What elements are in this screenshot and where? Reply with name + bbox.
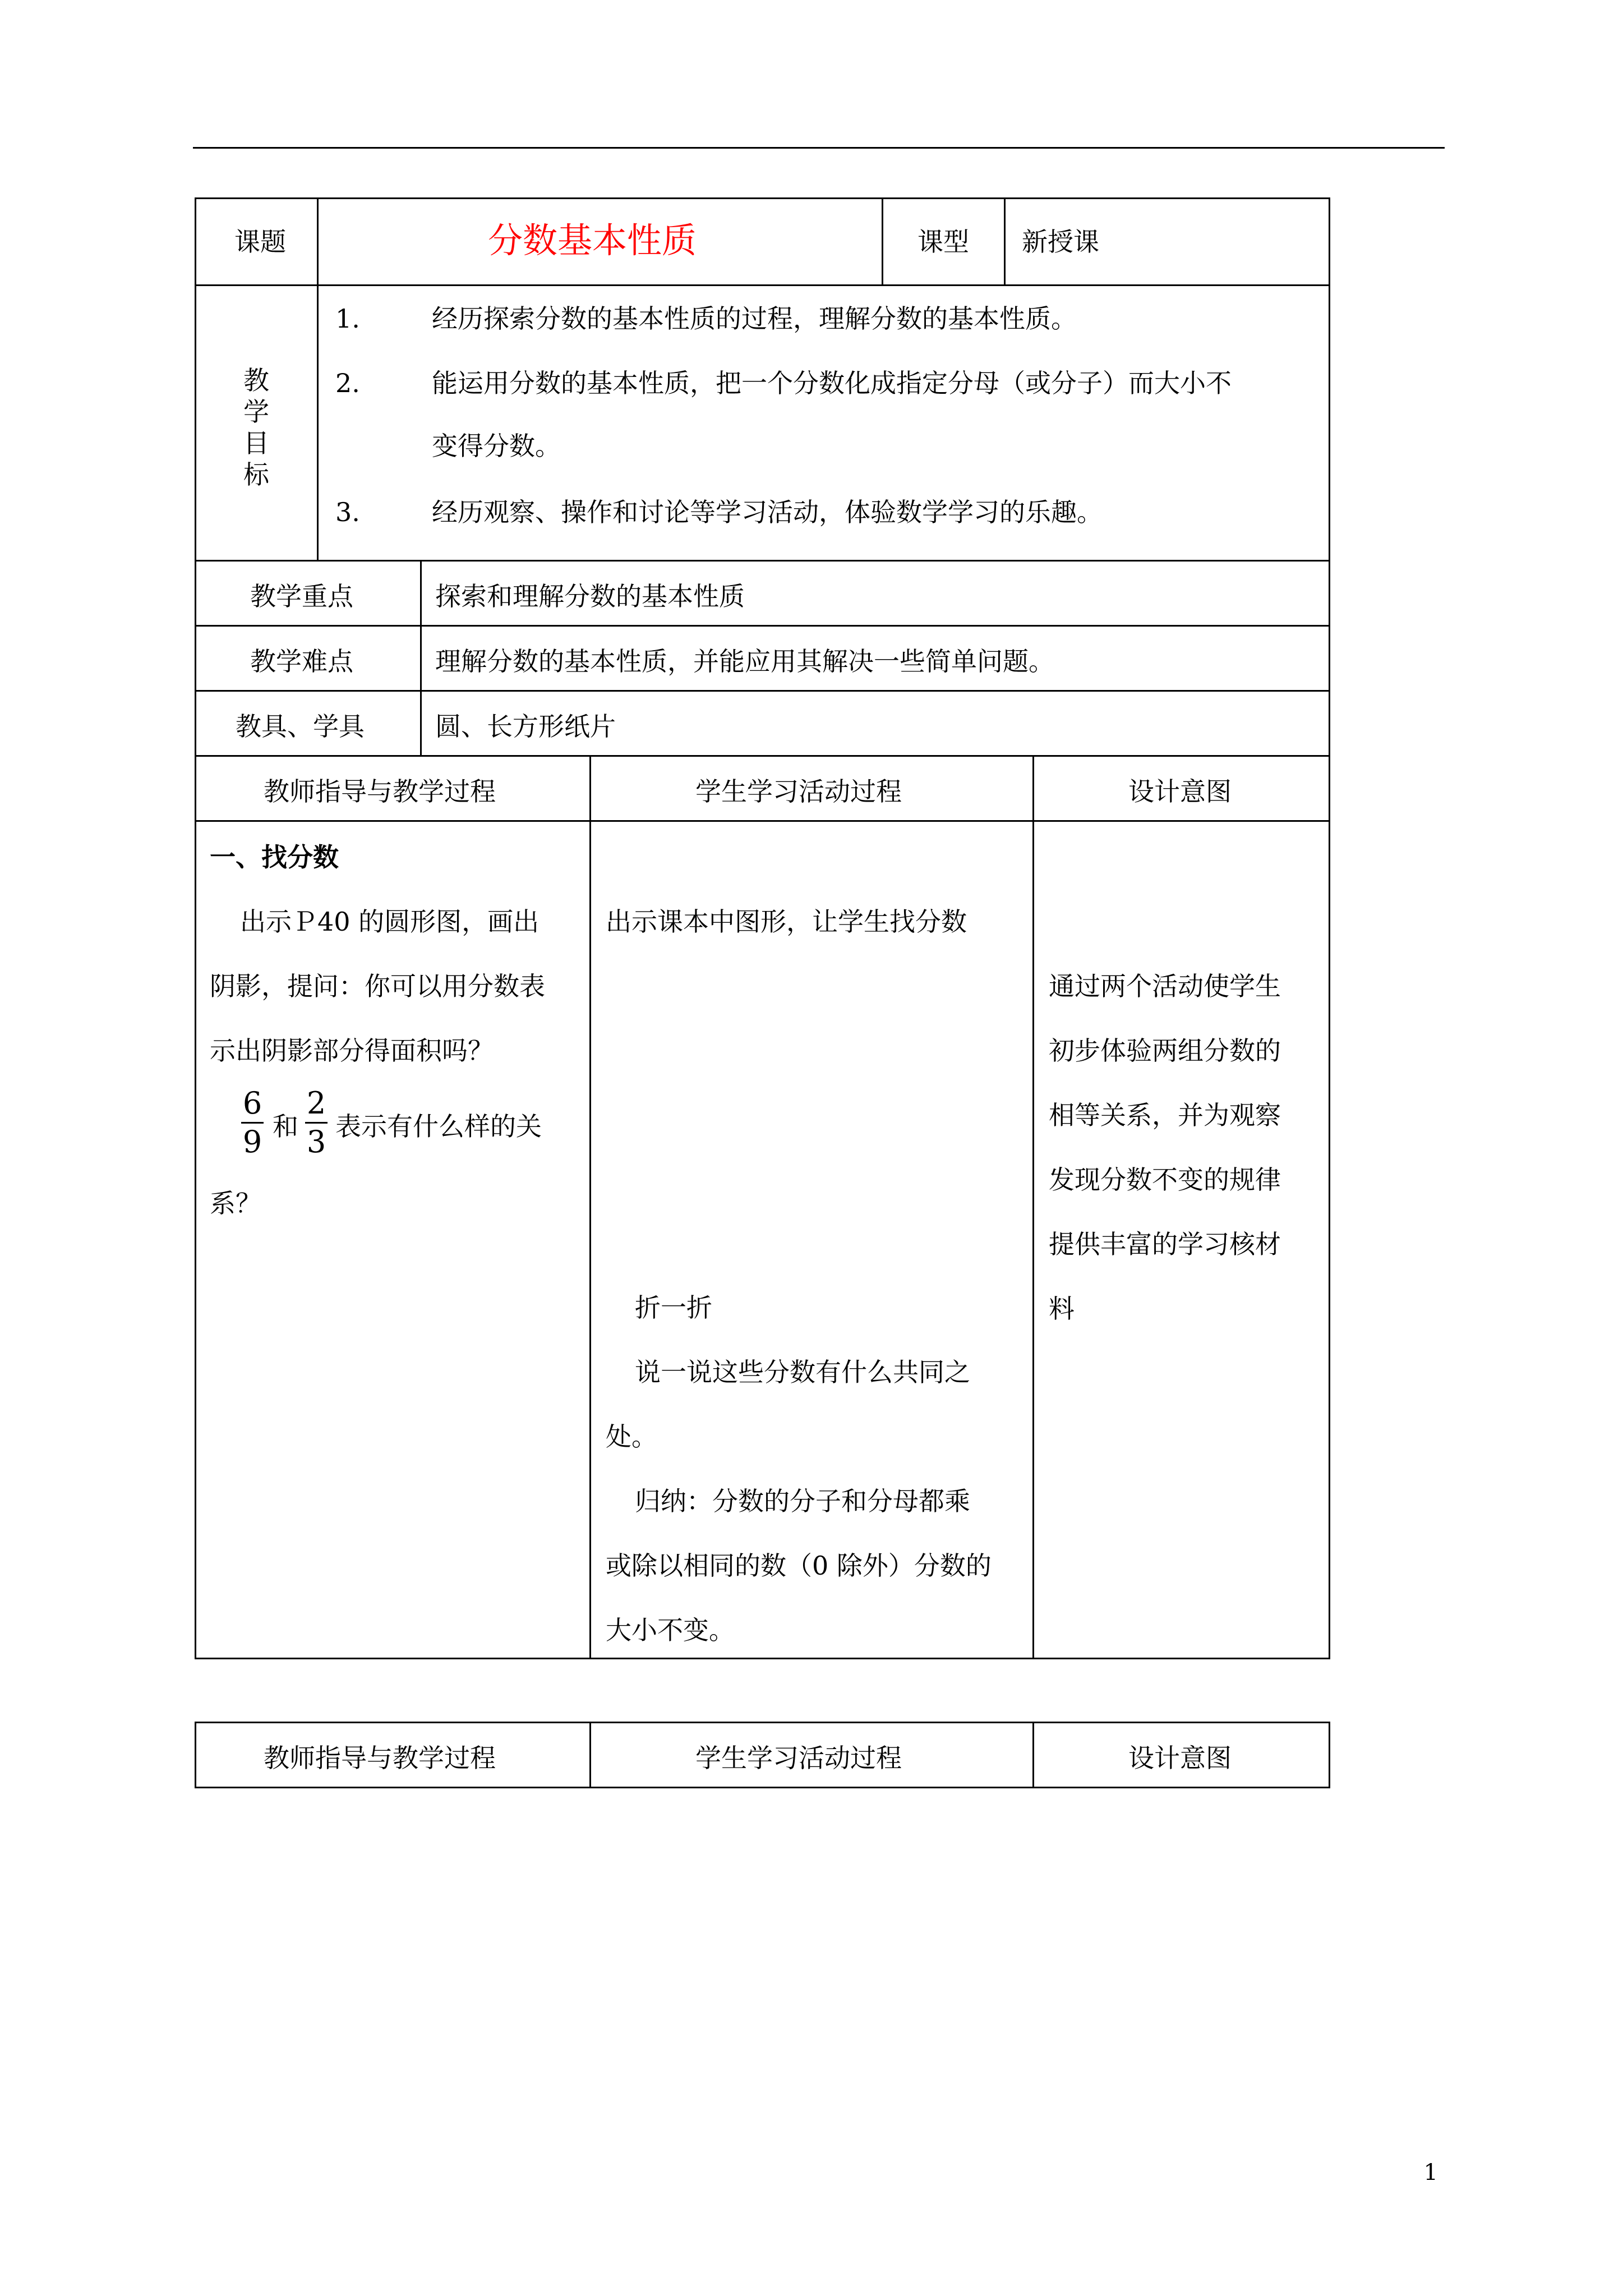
difficulty-value: 理解分数的基本性质，并能应用其解决一些简单问题。 — [435, 646, 1054, 677]
difficulty-label: 教学难点 — [250, 646, 353, 677]
objective-2-number: 2. — [335, 368, 360, 398]
fraction-6-9-bar — [241, 1122, 264, 1124]
key-point-value: 探索和理解分数的基本性质 — [435, 581, 745, 611]
teacher-joiner: 和 — [273, 1111, 298, 1142]
objective-3-number: 3. — [335, 497, 360, 527]
teacher-question: 表示有什么样的关 — [335, 1111, 542, 1142]
intent-line-1: 通过两个活动使学生 — [1049, 971, 1281, 1001]
page-title: 分数基本性质 — [488, 220, 697, 261]
fraction-2-3-bar — [305, 1122, 328, 1124]
student-summary-3: 大小不变。 — [606, 1615, 735, 1645]
teacher-line-3: 示出阴影部分得面积吗？ — [210, 1036, 494, 1066]
intent-line-6: 料 — [1049, 1294, 1075, 1324]
fraction-2-3-numerator: 2 — [306, 1085, 326, 1121]
teacher-line-1: 出示Ｐ40 的圆形图，画出 — [240, 907, 540, 937]
type-value: 新授课 — [1022, 227, 1099, 257]
header-rule — [193, 147, 1445, 149]
objective-3-text: 经历观察、操作和讨论等学习活动，体验数学学习的乐趣。 — [432, 497, 1103, 527]
objectives-label: 教 学 目 标 — [243, 365, 269, 490]
fraction-2-3-denominator: 3 — [306, 1124, 326, 1159]
student-content-cell — [589, 820, 1034, 1659]
intent-line-2: 初步体验两组分数的 — [1049, 1036, 1281, 1066]
student-say-2: 处。 — [606, 1421, 657, 1452]
table2-col-header-teacher: 教师指导与教学过程 — [264, 1743, 496, 1773]
topic-label: 课题 — [234, 227, 286, 257]
col-header-intent: 设计意图 — [1128, 776, 1232, 807]
key-point-label: 教学重点 — [250, 581, 353, 611]
intent-line-4: 发现分数不变的规律 — [1049, 1165, 1281, 1195]
table2-col-header-student: 学生学习活动过程 — [695, 1743, 902, 1773]
objective-1-number: 1. — [335, 303, 360, 334]
student-line-1: 出示课本中图形，让学生找分数 — [606, 907, 967, 937]
student-fold: 折一折 — [635, 1292, 712, 1323]
tools-value: 圆、长方形纸片 — [435, 711, 616, 742]
objective-2-text-cont: 变得分数。 — [432, 431, 561, 461]
fraction-6-9-numerator: 6 — [242, 1085, 262, 1121]
teacher-section-title: 一、找分数 — [210, 842, 339, 872]
col-header-teacher: 教师指导与教学过程 — [264, 776, 496, 807]
fraction-6-9 — [241, 1085, 264, 1159]
objective-1-text: 经历探索分数的基本性质的过程，理解分数的基本性质。 — [432, 303, 1077, 334]
teacher-line-2: 阴影，提问：你可以用分数表 — [210, 971, 545, 1001]
intent-line-5: 提供丰富的学习核材 — [1049, 1229, 1281, 1259]
student-summary-1: 归纳：分数的分子和分母都乘 — [635, 1486, 970, 1516]
page-number: 1 — [1423, 2160, 1438, 2185]
table2-col-header-intent: 设计意图 — [1128, 1743, 1232, 1773]
objective-2-text: 能运用分数的基本性质，把一个分数化成指定分母（或分子）而大小不 — [432, 368, 1232, 398]
student-say-1: 说一说这些分数有什么共同之 — [635, 1357, 970, 1387]
intent-line-3: 相等关系，并为观察 — [1049, 1100, 1281, 1130]
fraction-6-9-denominator: 9 — [242, 1124, 262, 1159]
teacher-content-cell — [195, 820, 591, 1659]
teacher-question-end: 系？ — [210, 1188, 261, 1218]
tools-label: 教具、学具 — [236, 711, 365, 742]
type-label: 课型 — [917, 227, 969, 257]
col-header-student: 学生学习活动过程 — [695, 776, 902, 807]
fraction-2-3 — [305, 1085, 328, 1159]
student-summary-2: 或除以相同的数（0 除外）分数的 — [606, 1550, 992, 1581]
